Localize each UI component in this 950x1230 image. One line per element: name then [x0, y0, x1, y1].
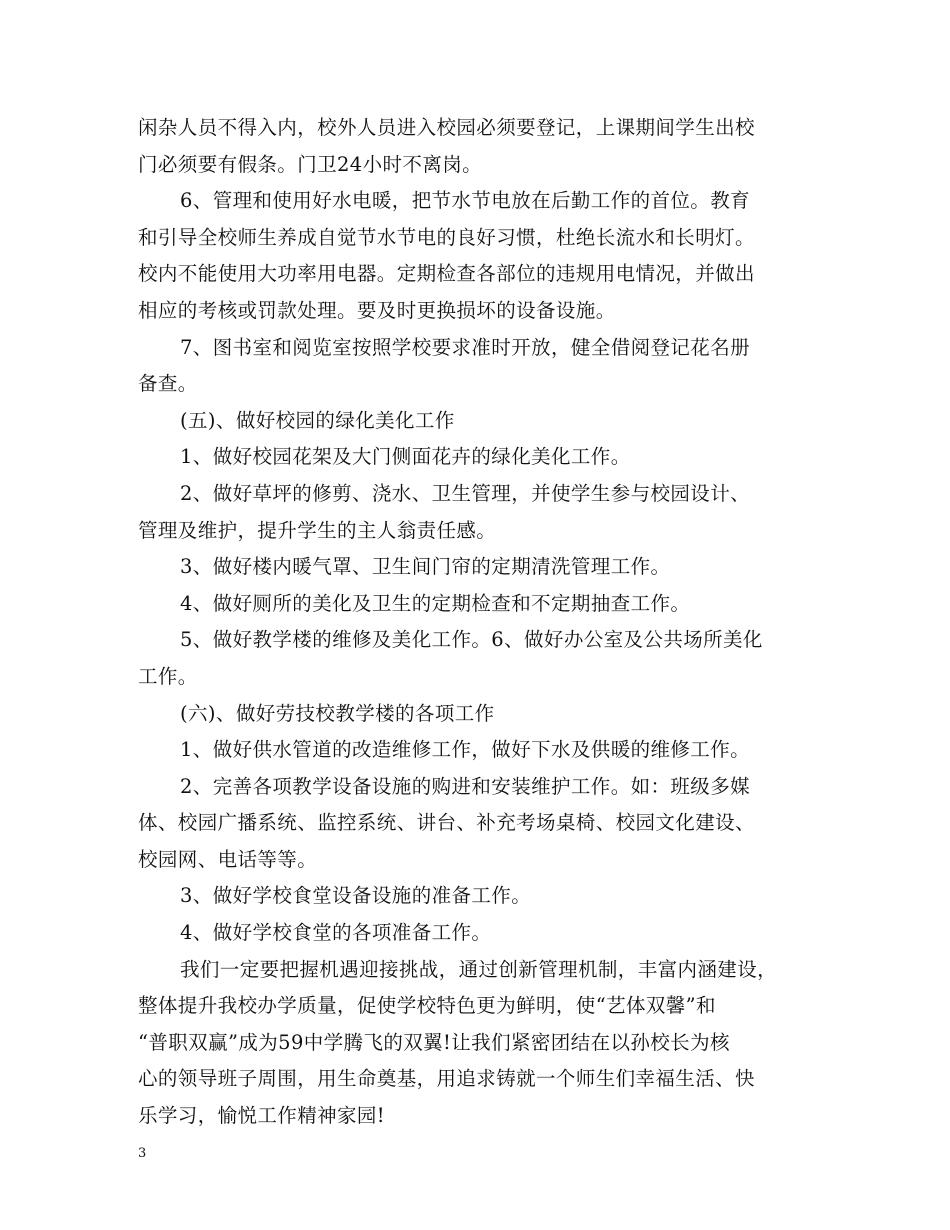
text-line: 3、做好楼内暖气罩、卫生间门帘的定期清洗管理工作。	[180, 555, 671, 579]
text-line: 1、做好供水管道的改造维修工作，做好下水及供暖的维修工作。	[180, 738, 751, 762]
text-line: 体、校园广播系统、监控系统、讲台、补充考场桌椅、校园文化建设、	[138, 811, 755, 835]
text-line: 4、做好厕所的美化及卫生的定期检查和不定期抽查工作。	[180, 591, 691, 615]
text-line: 工作。	[138, 664, 198, 688]
text-line: “普职双赢”成为59中学腾飞的双翼!让我们紧密团结在以孙校长为核	[138, 1030, 730, 1054]
text-line: 5、做好教学楼的维修及美化工作。6、做好办公室及公共场所美化	[180, 628, 763, 652]
text-line: 相应的考核或罚款处理。要及时更换损坏的设备设施。	[138, 298, 616, 322]
text-line: 7、图书室和阅览室按照学校要求准时开放，健全借阅登记花名册	[180, 335, 751, 359]
text-line: 2、做好草坪的修剪、浇水、卫生管理，并使学生参与校园设计、	[180, 481, 751, 505]
text-line: 4、做好学校食堂的各项准备工作。	[180, 921, 492, 945]
document-body	[138, 110, 818, 1135]
text-line: 和引导全校师生养成自觉节水节电的良好习惯，杜绝长流水和长明灯。	[138, 225, 755, 249]
text-line: (六)、做好劳技校教学楼的各项工作	[180, 701, 495, 725]
text-line: 3、做好学校食堂设备设施的准备工作。	[180, 884, 532, 908]
text-line: 6、管理和使用好水电暖，把节水节电放在后勤工作的首位。教育	[180, 189, 751, 213]
text-line: 门必须要有假条。门卫24小时不离岗。	[138, 152, 483, 176]
text-line: 2、完善各项教学设备设施的购进和安装维护工作。如：班级多媒	[180, 774, 751, 798]
text-line: 我们一定要把握机遇迎接挑战，通过创新管理机制，丰富内涵建设，	[180, 957, 778, 981]
text-line: (五)、做好校园的绿化美化工作	[180, 408, 455, 432]
text-line: 备查。	[138, 372, 198, 396]
text-line: 校园网、电话等等。	[138, 847, 318, 871]
text-line: 整体提升我校办学质量，促使学校特色更为鲜明，使“艺体双馨”和	[138, 994, 716, 1018]
text-line: 管理及维护，提升学生的主人翁责任感。	[138, 518, 497, 542]
text-line: 1、做好校园花架及大门侧面花卉的绿化美化工作。	[180, 445, 631, 469]
text-line: 校内不能使用大功率用电器。定期检查各部位的违规用电情况，并做出	[138, 262, 755, 286]
text-line: 乐学习，愉悦工作精神家园!	[138, 1104, 386, 1128]
text-line: 心的领导班子周围，用生命奠基，用追求铸就一个师生们幸福生活、快	[138, 1067, 755, 1091]
text-line: 闲杂人员不得入内，校外人员进入校园必须要登记，上课期间学生出校	[138, 116, 755, 139]
page-number: 3	[138, 1146, 147, 1161]
